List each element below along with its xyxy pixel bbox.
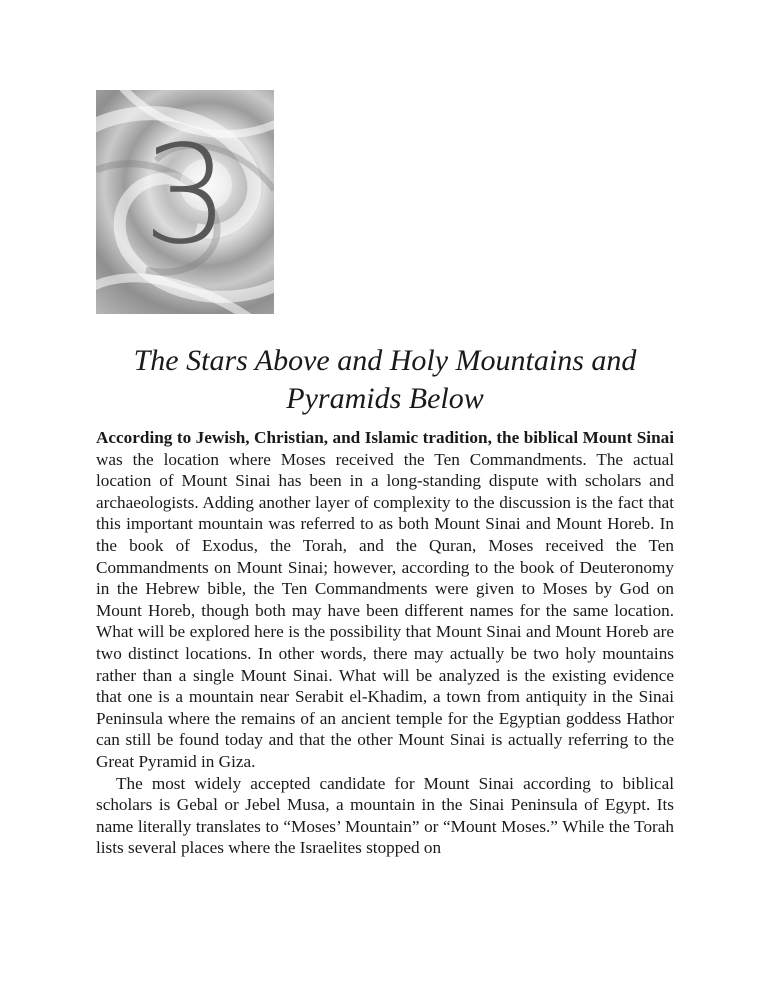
chapter-number: 3 (142, 117, 228, 275)
paragraph-lead-in: According to Jewish, Christian, and Islamic tradition, the biblical Mount Sinai (96, 428, 674, 447)
paragraph-2: The most widely accepted candidate for Mount Sinai according to biblical scholars is Gebal or Jebel Musa, a mountain in the Sinai Peninsula of Egypt. Its name literally translates to “Moses’ Mountain” or “Mount Moses.” While the Torah lists several places where the Israelites stopped on (96, 773, 674, 858)
chapter-title: The Stars Above and Holy Mountains and Pyramids Below (133, 344, 637, 415)
paragraph-1-text: was the location where Moses received the Ten Commandments. The actual location of Mount Sinai has been in a long-standing dispute with scholars and archaeologists. Adding another layer of complexity to the discussion is the fact that this important mountain was referred to as both Mount Sinai and Mount Horeb. In the book of Exodus, the Torah, and the Quran, Moses received the Ten Commandments on Mount Sinai; however, according to the book of Deuteronomy in the Hebrew bible, the Ten Commandments were given to Moses by God on Mount Horeb, though both may have been different names for the same location. What will be explored here is the possibility that Mount Sinai and Mount Horeb are two distinct locations. In other words, there may actually be two holy mountains rather than a single Mount Sinai. What will be analyzed is the existing evidence that one is a mountain near Serabit el-Khadim, a town from antiquity in the Sinai Peninsula where the remains of an ancient temple for the Egyptian goddess Hathor can still be found today and that the other Mount Sinai is actually referring to the Great Pyramid in Giza. (96, 449, 674, 771)
paragraph-1 (96, 427, 674, 773)
body-text (96, 427, 674, 859)
chapter-number-badge (96, 90, 274, 314)
